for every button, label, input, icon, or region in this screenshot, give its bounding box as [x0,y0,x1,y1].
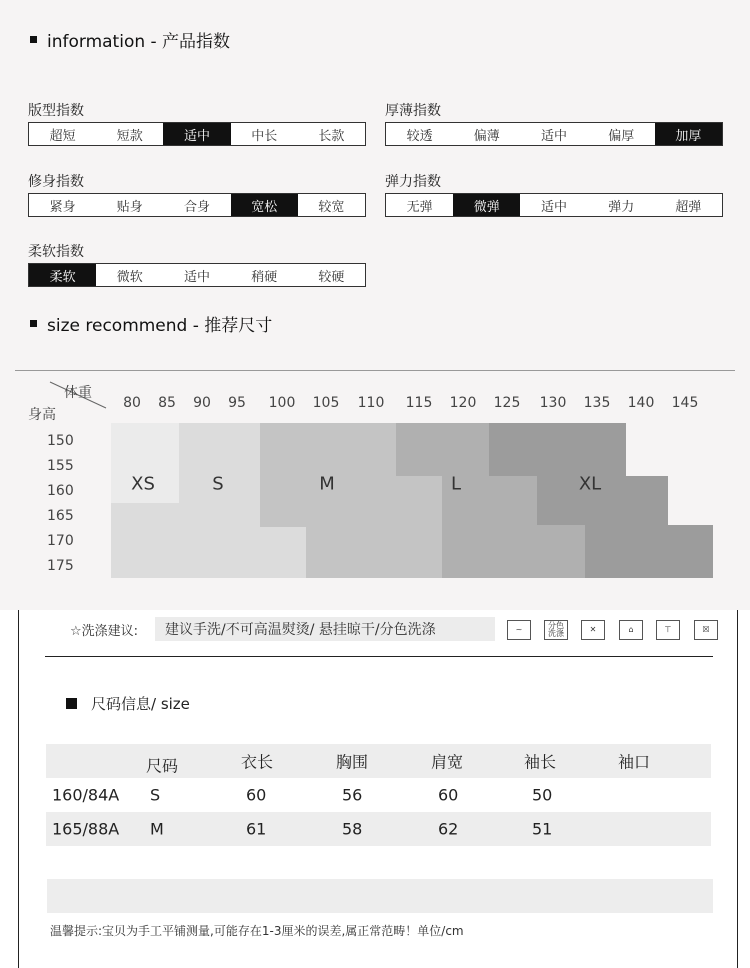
index-option: 加厚 [655,123,722,145]
weight-tick-label: 80 [123,395,141,411]
size-region-s [260,527,306,578]
index-option: 稍硬 [251,269,278,285]
value-cell: 51 [532,819,553,839]
index-option: 超短 [49,128,76,144]
table-header-cell: 尺码 [146,756,179,776]
size-info-title: 尺码信息/ size [66,693,190,714]
index-label: 版型指数 [28,103,84,119]
index-option: 超弹 [675,199,702,215]
value-cell: 56 [342,785,363,805]
table-row [46,812,711,846]
size-label: XS [131,473,155,495]
index-label: 柔软指数 [28,244,84,260]
blank-table-row [47,879,713,913]
index-option: 长款 [318,128,345,144]
hang-dry-icon: ⊤ [656,620,680,640]
index-option: 紧身 [49,199,76,215]
spec-cell: 160/84A [52,785,120,805]
size-region-xl [537,473,668,525]
value-cell: 62 [438,819,459,839]
index-option: 适中 [541,199,568,215]
index-option: 适中 [184,269,211,285]
wash-label: ☆洗涤建议: [70,624,139,639]
index-scale [385,193,723,217]
size-recommend-title: size recommend - 推荐尺寸 [30,311,272,336]
weight-tick-label: 130 [539,395,567,411]
index-option: 无弹 [406,199,433,215]
bullet-square-icon [66,698,77,709]
height-tick-label: 150 [47,433,74,449]
index-option: 微弹 [453,194,520,216]
no-tumble-dry-icon: ☒ [694,620,718,640]
weight-tick-label: 140 [627,395,655,411]
index-option: 较硬 [318,269,345,285]
size-label: M [319,473,335,495]
index-option: 微软 [116,269,143,285]
index-option: 适中 [163,123,230,145]
table-header-cell: 袖口 [618,752,651,772]
wash-instructions: 建议手洗/不可高温熨烫/ 悬挂晾干/分色洗涤 [155,617,495,641]
index-scale [28,263,366,287]
weight-tick-label: 85 [158,395,176,411]
index-option: 较宽 [318,199,345,215]
value-cell: 60 [246,785,267,805]
index-option: 中长 [251,128,278,144]
index-option: 合身 [184,199,211,215]
value-cell: 58 [342,819,363,839]
value-cell: 61 [246,819,267,839]
index-label: 修身指数 [28,174,84,190]
hand-wash-icon: ~ [507,620,531,640]
height-tick-label: 175 [47,558,74,574]
index-option: 弹力 [608,199,635,215]
index-scale [28,193,366,217]
value-cell: 50 [532,785,553,805]
value-cell: 60 [438,785,459,805]
weight-tick-label: 110 [357,395,385,411]
weight-tick-label: 100 [268,395,296,411]
size-region-s [111,503,260,578]
size-region-m [306,500,442,578]
index-scale [28,122,366,146]
index-option: 适中 [541,128,568,144]
table-header-cell: 肩宽 [431,752,464,772]
measurement-note: 温馨提示:宝贝为手工平铺测量,可能存在1-3厘米的误差,属正常范畴！单位/cm [50,924,464,938]
index-option: 柔软 [29,264,96,286]
bullet-square-icon [30,36,37,43]
size-region-l [537,525,585,578]
table-header-cell: 袖长 [524,752,557,772]
no-bleach-icon: ✕ [581,620,605,640]
weight-tick-label: 135 [583,395,611,411]
index-option: 较透 [406,128,433,144]
height-axis-label: 身高 [28,407,56,423]
section-divider [45,656,713,657]
index-scale [385,122,723,146]
height-tick-label: 160 [47,483,74,499]
table-header-row [46,744,711,778]
index-label: 弹力指数 [385,174,441,190]
bullet-square-icon [30,320,37,327]
separate-wash-icon: 分色洗涤 [544,620,568,640]
height-tick-label: 170 [47,533,74,549]
chart-divider [15,370,735,371]
weight-axis-label: 体重 [64,385,92,401]
size-cell: M [150,819,164,839]
weight-tick-label: 105 [312,395,340,411]
index-option: 偏薄 [473,128,500,144]
index-option: 贴身 [116,199,143,215]
table-header-cell: 胸围 [336,752,369,772]
index-option: 偏厚 [608,128,635,144]
table-header-cell: 衣长 [241,752,274,772]
spec-cell: 165/88A [52,819,120,839]
size-cell: S [150,785,161,805]
height-tick-label: 155 [47,458,74,474]
size-label: XL [578,473,602,495]
weight-tick-label: 145 [671,395,699,411]
height-tick-label: 165 [47,508,74,524]
iron-low-icon: ⌂ [619,620,643,640]
weight-tick-label: 95 [228,395,246,411]
index-option: 短款 [116,128,143,144]
weight-tick-label: 115 [405,395,433,411]
size-label: S [212,473,224,495]
size-region-xl [489,423,626,476]
index-option: 宽松 [231,194,298,216]
weight-tick-label: 90 [193,395,211,411]
size-label: L [450,473,462,495]
index-label: 厚薄指数 [385,103,441,119]
size-region-l [396,423,489,476]
size-region-xl [585,525,713,578]
table-row [46,778,711,812]
info-section-title: information - 产品指数 [30,27,230,52]
weight-tick-label: 120 [449,395,477,411]
weight-tick-label: 125 [493,395,521,411]
